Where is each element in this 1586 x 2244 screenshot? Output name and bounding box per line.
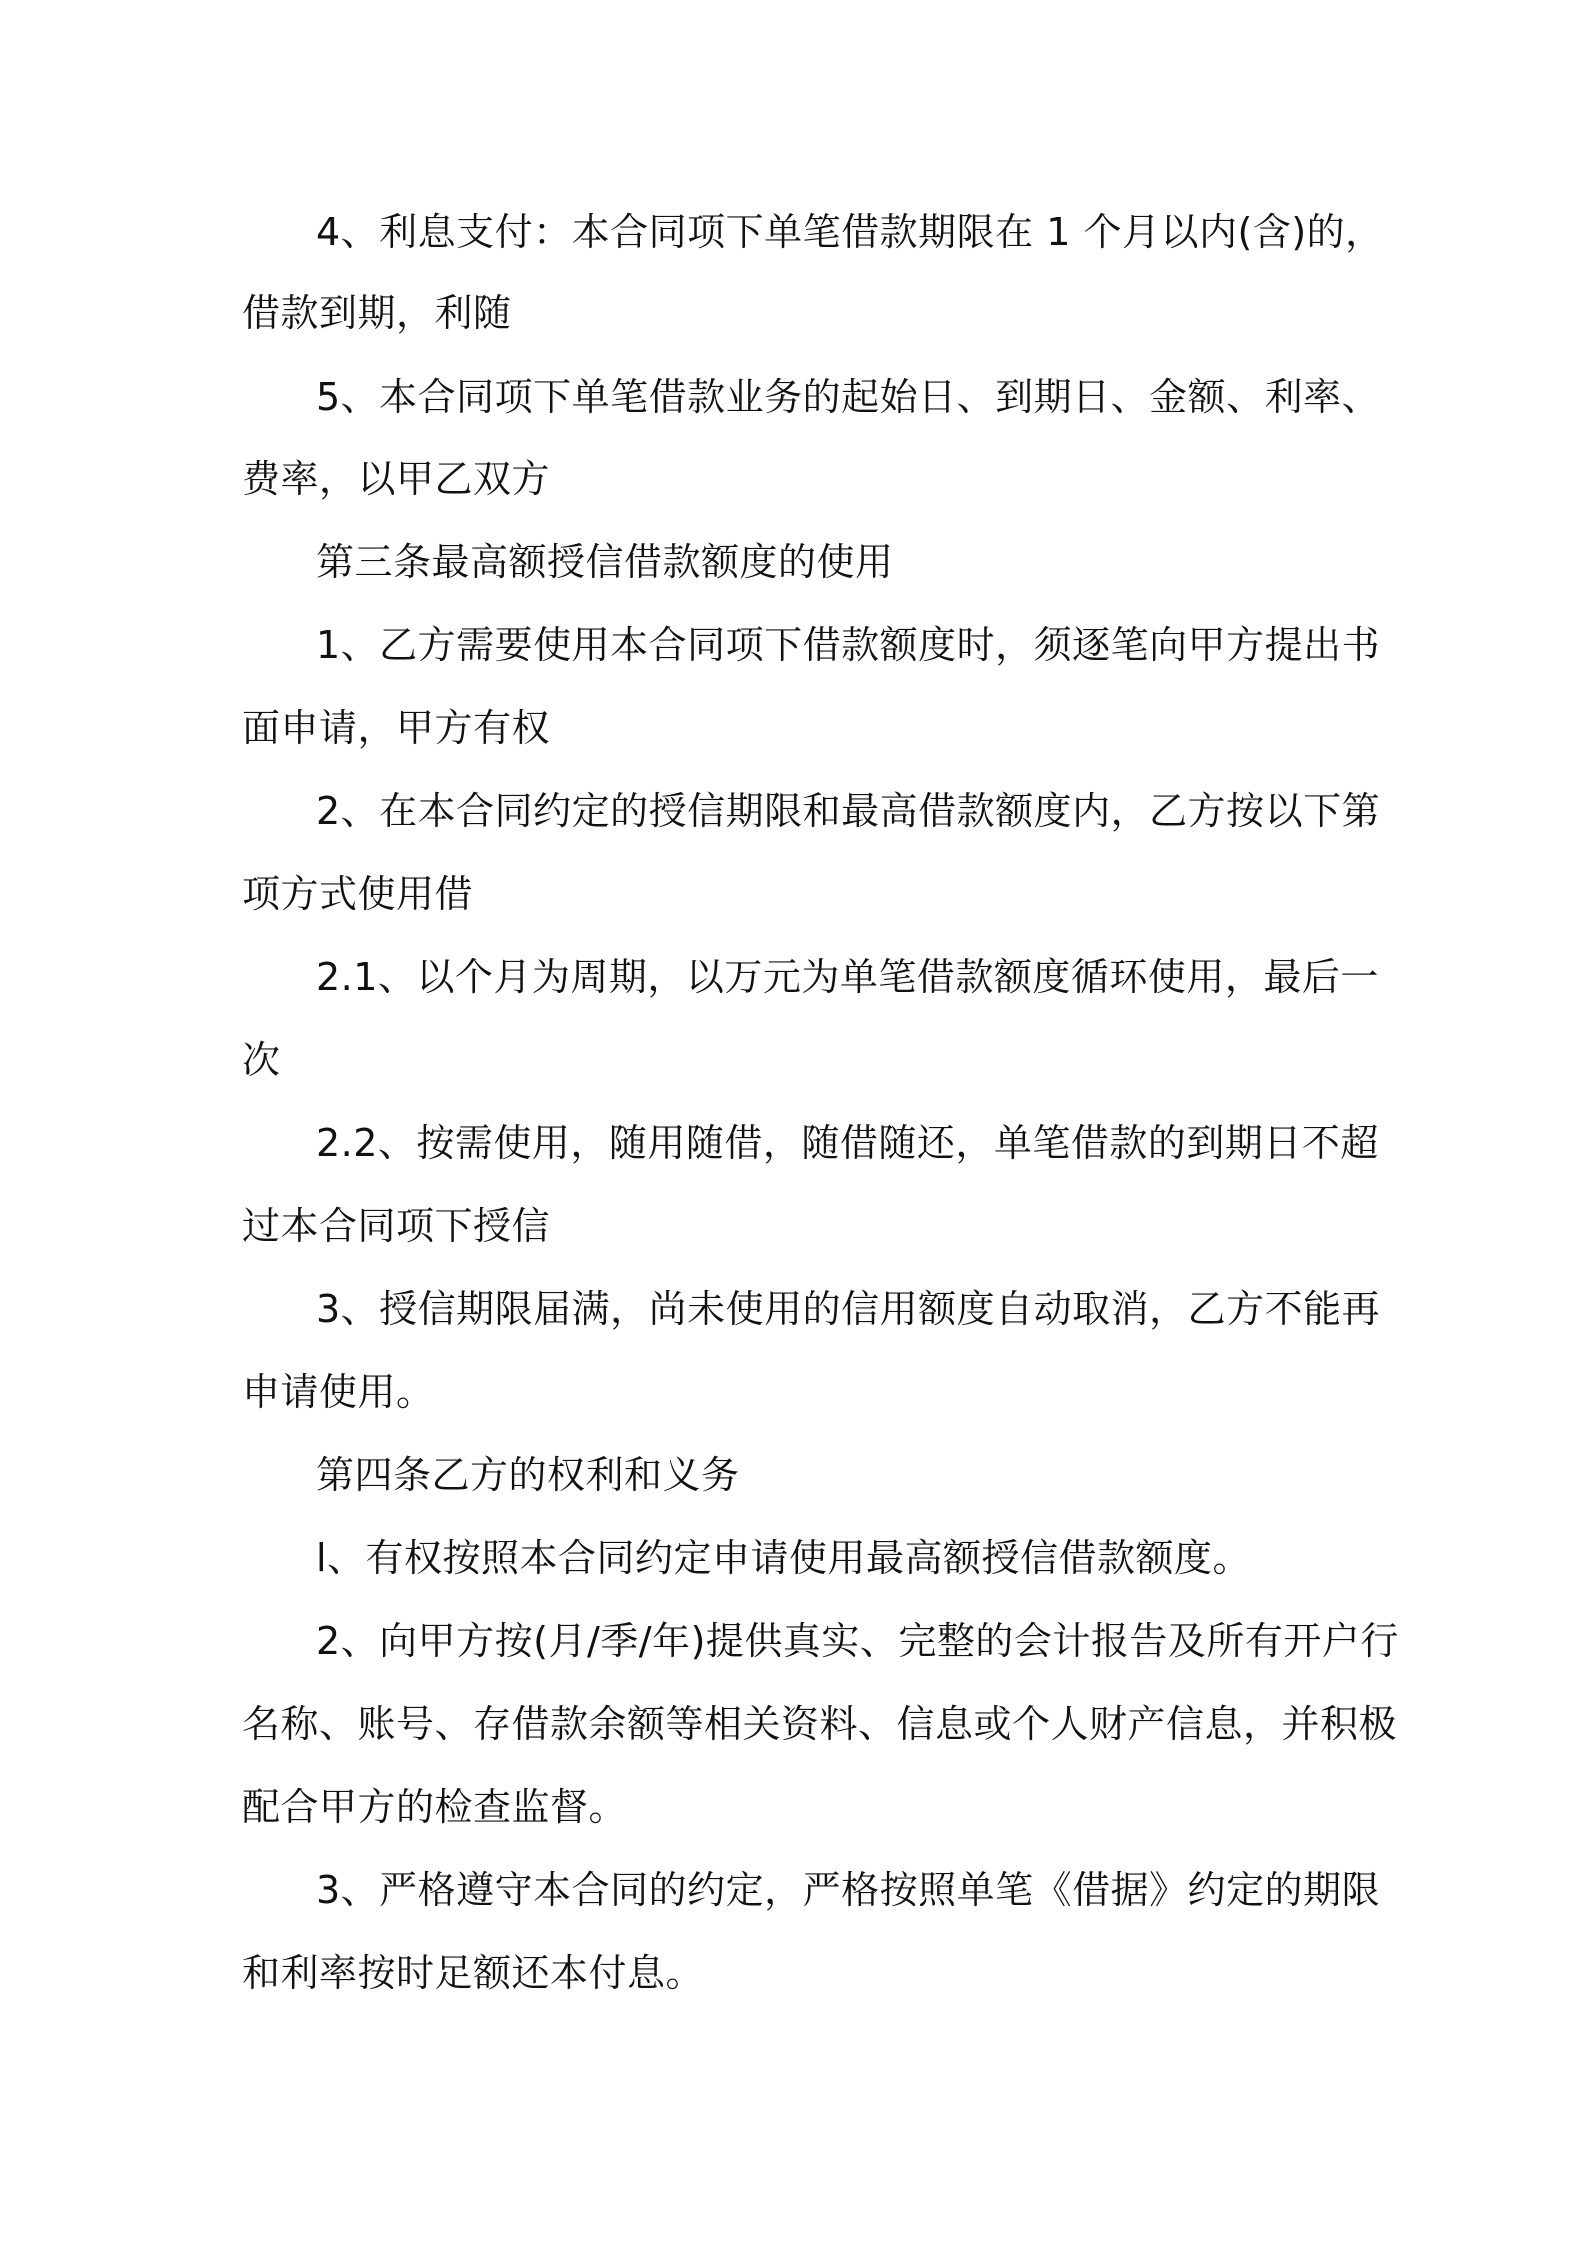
clause-4-interest-line-1: 4、利息支付：本合同项下单笔借款期限在 1 个月以内(含)的， <box>316 210 1384 254</box>
article-3-item-2-line-1: 2、在本合同约定的授信期限和最高借款额度内，乙方按以下第 <box>316 789 1381 833</box>
article-4-item-2-line-2: 名称、账号、存借款余额等相关资料、信息或个人财产信息，并积极 <box>242 1702 1398 1746</box>
article-3-item-2-1-line-2: 次 <box>242 1038 281 1082</box>
clause-5-line-2: 费率，以甲乙双方 <box>242 457 551 501</box>
article-3-item-3-line-1: 3、授信期限届满，尚未使用的信用额度自动取消，乙方不能再 <box>316 1287 1381 1331</box>
clause-4-interest-line-2: 借款到期，利随 <box>242 291 512 335</box>
article-3-item-1-line-1: 1、乙方需要使用本合同项下借款额度时，须逐笔向甲方提出书 <box>316 623 1381 667</box>
article-3-item-2-2-line-1: 2.2、按需使用，随用随借，随借随还，单笔借款的到期日不超 <box>316 1121 1379 1165</box>
clause-5-line-1: 5、本合同项下单笔借款业务的起始日、到期日、金额、利率、 <box>316 375 1381 419</box>
article-4-item-1: l、有权按照本合同约定申请使用最高额授信借款额度。 <box>316 1536 1252 1580</box>
article-3-item-2-2-line-2: 过本合同项下授信 <box>242 1204 551 1248</box>
article-3-item-2-line-2: 项方式使用借 <box>242 872 474 916</box>
article-4-heading: 第四条乙方的权利和义务 <box>316 1453 740 1497</box>
article-4-item-3-line-2: 和利率按时足额还本付息。 <box>242 1951 705 1995</box>
article-4-item-2-line-3: 配合甲方的检查监督。 <box>242 1785 628 1829</box>
article-3-item-2-1-line-1: 2.1、以个月为周期，以万元为单笔借款额度循环使用，最后一 <box>316 955 1379 999</box>
article-4-item-3-line-1: 3、严格遵守本合同的约定，严格按照单笔《借据》约定的期限 <box>316 1868 1381 1912</box>
article-3-item-3-line-2: 申请使用。 <box>242 1370 435 1414</box>
article-3-item-1-line-2: 面申请，甲方有权 <box>242 706 551 750</box>
article-3-heading: 第三条最高额授信借款额度的使用 <box>316 540 894 584</box>
article-4-item-2-line-1: 2、向甲方按(月/季/年)提供真实、完整的会计报告及所有开户行 <box>316 1619 1399 1663</box>
